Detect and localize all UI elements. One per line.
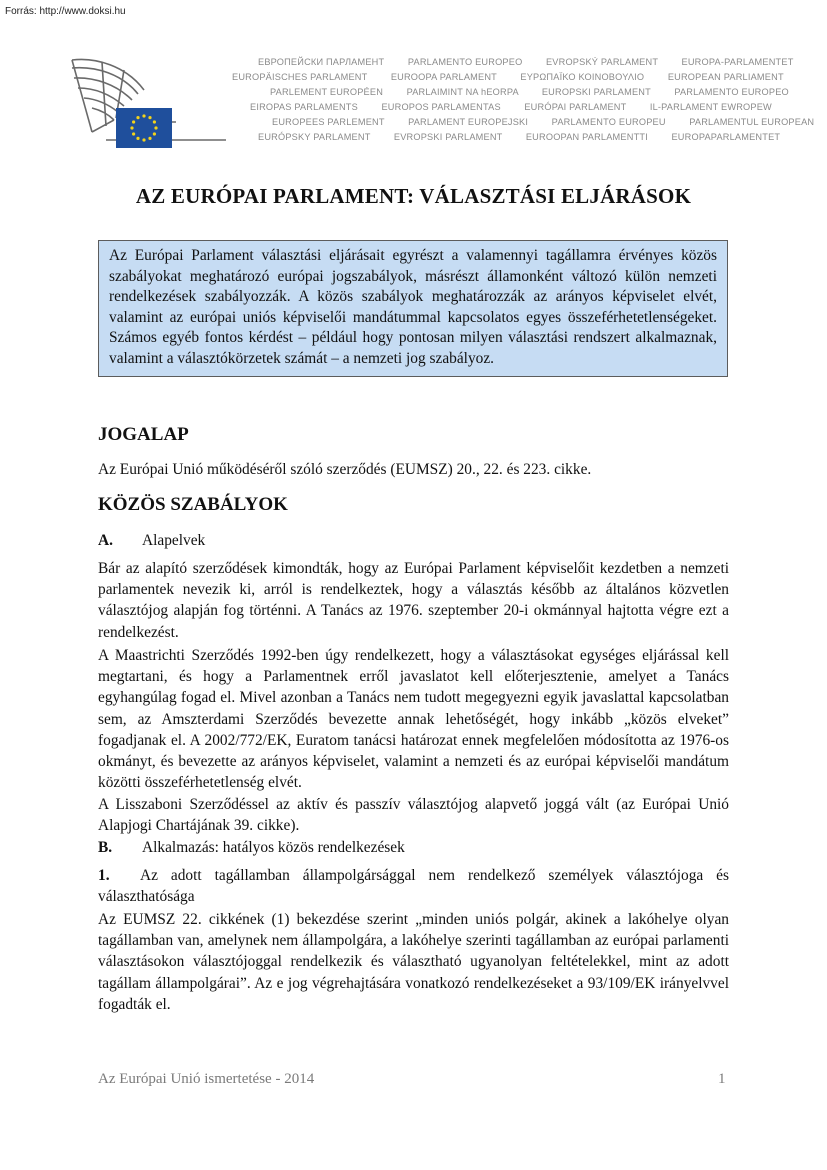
paragraph: A Lisszaboni Szerződéssel az aktív és passzív választójog alapvető joggá vált (az Európai Unió Alapjogi Chartájának 39. cikke). [98,796,729,835]
language-name: EURÓPAI PARLAMENT [524,102,627,112]
language-row [270,87,789,97]
summary-box: Az Európai Parlament választási eljárásait egyrészt a valamennyi tagállamra érvényes közös szabályokat meghatározó európai jogszabályok, másrészt államonként változó külön nemzeti rendelkezések szabályozzák. A közös szabályok meghatározzák az arányos képviselet elvét, valamint az európai uniós képviselői mandátummal kapcsolatos egyes összeférhetetlenségeket. Számos egyéb fontos kérdést – például hogy pontosan milyen választási rendszert alkalmaznak, valamint a választókörzetek számát – a nemzeti jog szabályoz. [98,240,728,377]
language-name: PARLAMENTO EUROPEU [551,117,666,127]
paragraph: A Maastrichti Szerződés 1992-ben úgy rendelkezett, hogy a választásokat egységes eljárással kell megtartani, és hogy a Parlamentnek erről javaslatot kell előterjesztenie, amelyet a Tanács egyhangúlag fogad el. Mivel azonban a Tanács nem tudott megegyezni egyik javaslattal kapcsolatban sem, az Amszterdami Szerződés bevezette annak lehetőségét, hogy inkább „közös elveket” fogadjanak el. A 2002/772/EK, Euratom tanácsi határozat ennek megfelelően módosította az 1976-os okmányt, és bevezette az arányos képviselet, valamint a nemzeti és az európai képviselői mandátum közötti összeférhetetlenség elvét. [98,647,729,792]
language-name: EVROPSKÝ PARLAMENT [545,57,658,67]
language-name: EURÓPSKY PARLAMENT [258,132,371,142]
subsection-a [98,532,205,550]
parliament-hemicycle-icon [66,52,236,152]
language-row [232,72,784,82]
subsection-label: A. [98,532,113,549]
language-name: PARLAMENTO EUROPEO [407,57,523,67]
language-name: ΕΥΡΩΠΑΪΚΟ ΚΟΙΝΟΒΟΥΛΙΟ [520,72,645,82]
language-row [272,117,814,127]
paragraph: Az EUMSZ 22. cikkének (1) bekezdése szerint „minden uniós polgár, akinek a lakóhelye olyan tagállamban van, amelynek nem állampolgára, a lakóhelye szerinti tagállamban az európai parlamenti választásokon választójoggal rendelkezik és választható ugyanolyan feltételekkel, mint az adott tagállam állampolgárai”. Az e jog végrehajtására vonatkozó rendelkezéseket a 93/109/EK irányelvvel fogadták el. [98,911,729,1013]
source-url: Forrás: http://www.doksi.hu [5,6,126,17]
numbered-item-1 [98,865,729,907]
language-name: PARLAIMINT NA hEORPA [406,87,519,97]
language-row [250,102,772,112]
item-title: Az adott tagállamban állampolgársággal nem rendelkező személyek választójoga és választhatósága [98,867,729,906]
language-name: EUROOPA PARLAMENT [390,72,497,82]
footer-publication: Az Európai Unió ismertetése - 2014 [98,1071,315,1087]
language-name: PARLEMENT EUROPÉEN [270,87,384,97]
european-parliament-logo [66,52,236,152]
language-name: EUROPAPARLAMENTET [671,132,781,142]
language-name: EUROPOS PARLAMENTAS [381,102,501,112]
language-name: EUROPA-PARLAMENTET [681,57,794,67]
language-name: PARLAMENTO EUROPEO [674,87,789,97]
paragraph: Bár az alapító szerződések kimondták, hogy az Európai Parlament képviselőit kezdetben a nemzeti parlamentek nevezik ki, arról is rendelkeztek, hogy a választás később az általános közvetlen választójog alapján fog történni. A Tanács az 1976. szeptember 20-i okmánnyal hajtotta végre ezt a rendelkezést. [98,560,729,641]
language-name: EVROPSKI PARLAMENT [393,132,503,142]
language-row [258,57,794,67]
language-name: EIROPAS PARLAMENTS [250,102,358,112]
jogalap-text: Az Európai Unió működéséről szóló szerződés (EUMSZ) 20., 22. és 223. cikke. [98,461,592,478]
subsection-b [98,839,405,857]
language-name: PARLAMENT EUROPEJSKI [408,117,529,127]
section-heading-jogalap: JOGALAP [98,424,189,445]
language-name: ЕВРОПЕЙСКИ ПАРЛАМЕНТ [258,57,385,67]
subsection-title: Alkalmazás: hatályos közös rendelkezések [142,839,405,856]
item-number: 1. [98,867,110,884]
language-name: EUROPEAN PARLIAMENT [667,72,784,82]
language-name: IL-PARLAMENT EWROPEW [649,102,772,112]
language-row [258,132,780,142]
language-name: PARLAMENTUL EUROPEAN [689,117,815,127]
subsection-title: Alapelvek [142,532,206,549]
page-number: 1 [718,1071,726,1087]
language-name: EUROPEES PARLEMENT [272,117,385,127]
subsection-label: B. [98,839,113,856]
section-heading-kozos-szabalyok: KÖZÖS SZABÁLYOK [98,494,288,515]
language-name: EUROPSKI PARLAMENT [541,87,651,97]
language-name: EUROPÄISCHES PARLAMENT [232,72,368,82]
language-name: EUROOPAN PARLAMENTTI [525,132,648,142]
eu-flag [116,108,172,148]
page-title: AZ EURÓPAI PARLAMENT: VÁLASZTÁSI ELJÁRÁSOK [135,184,692,208]
